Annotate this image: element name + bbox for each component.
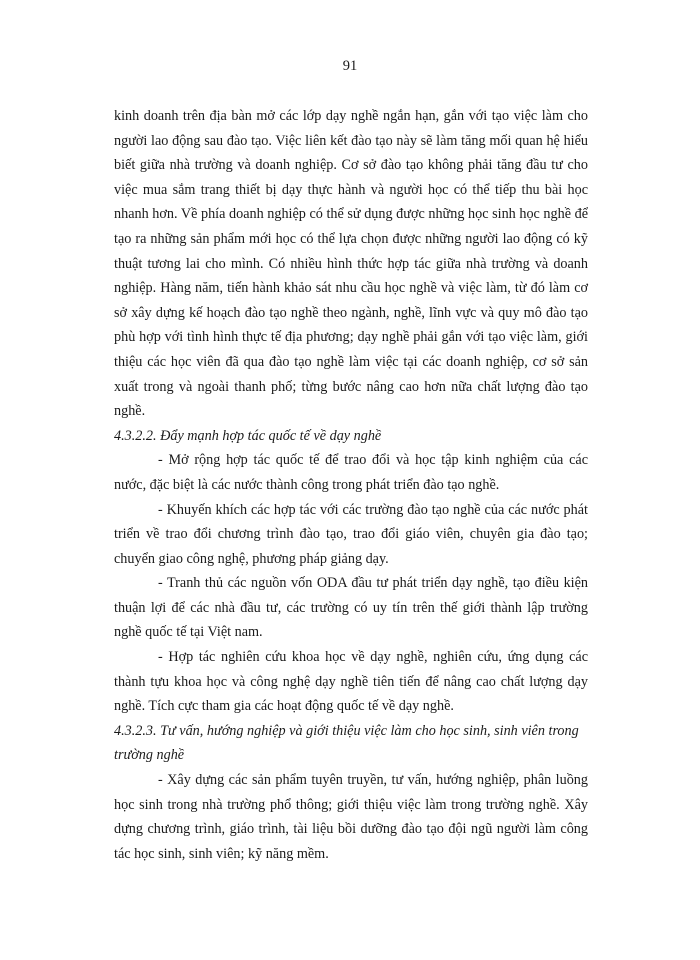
page-number: 91	[342, 58, 358, 74]
page-body	[114, 104, 588, 866]
bullet-research-cooperation: - Hợp tác nghiên cứu khoa học về dạy nghề, nghiên cứu, ứng dụng các thành tựu khoa học và công nghệ dạy nghề tiên tiến để nâng cao chất lượng dạy nghề. Tích cực tham gia các hoạt động quốc tế về dạy nghề.	[114, 649, 588, 715]
section-heading-career-guidance: 4.3.2.3. Tư vấn, hướng nghiệp và giới thiệu việc làm cho học sinh, sinh viên trong trường nghề	[114, 722, 579, 764]
bullet-expand-cooperation: - Mở rộng hợp tác quốc tế để trao đổi và học tập kinh nghiệm của các nước, đặc biệt là các nước thành công trong phát triển đào tạo nghề.	[114, 452, 588, 493]
paragraph-business-linkage: kinh doanh trên địa bàn mở các lớp dạy nghề ngắn hạn, gắn với tạo việc làm cho người lao động sau đào tạo. Việc liên kết đào tạo này sẽ làm tăng mối quan hệ hiểu biết giữa nhà trường và doanh nghiệp. Cơ sở đào tạo không phải tăng đầu tư cho việc mua sắm trang thiết bị dạy thực hành và người học có thể tiếp thu bài học nhanh hơn. Về phía doanh nghiệp có thể sử dụng được những học sinh học nghề để tạo ra những sản phẩm mới học có thể lựa chọn được những người lao động có kỹ thuật tương lai cho mình. Có nhiều hình thức hợp tác giữa nhà trường và doanh nghiệp. Hàng năm, tiến hành khảo sát nhu cầu học nghề và việc làm, từ đó làm cơ sở xây dựng kế hoạch đào tạo nghề theo ngành, nghề, lĩnh vực và quy mô đào tạo phù hợp với tình hình thực tế địa phương; dạy nghề phải gắn với tạo việc làm, giới thiệu các học viên đã qua đào tạo nghề làm việc tại các doanh nghiệp, cơ sở sản xuất trong và ngoài thanh phố; từng bước nâng cao hơn nữa chất lượng đào tạo nghề.	[114, 108, 588, 420]
section-heading-international-cooperation: 4.3.2.2. Đẩy mạnh hợp tác quốc tế về dạy nghề	[114, 427, 382, 444]
bullet-oda-funding: - Tranh thủ các nguồn vốn ODA đầu tư phát triển dạy nghề, tạo điều kiện thuận lợi để các nhà đầu tư, các trường có uy tín trên thế giới thành lập trường nghề quốc tế tại Việt nam.	[114, 575, 588, 641]
bullet-encourage-schools: - Khuyến khích các hợp tác với các trường đào tạo nghề của các nước phát triển về trao đổi chương trình đào tạo, trao đổi giáo viên, chuyên gia đào tạo; chuyển giao công nghệ, phương pháp giảng dạy.	[114, 501, 588, 567]
bullet-build-products: - Xây dựng các sản phẩm tuyên truyền, tư vấn, hướng nghiệp, phân luồng học sinh trong nhà trường phổ thông; giới thiệu việc làm trong trường nghề. Xây dựng chương trình, giáo trình, tài liệu bồi dưỡng đào tạo đội ngũ người làm công tác học sinh, sinh viên; kỹ năng mềm.	[114, 772, 588, 862]
